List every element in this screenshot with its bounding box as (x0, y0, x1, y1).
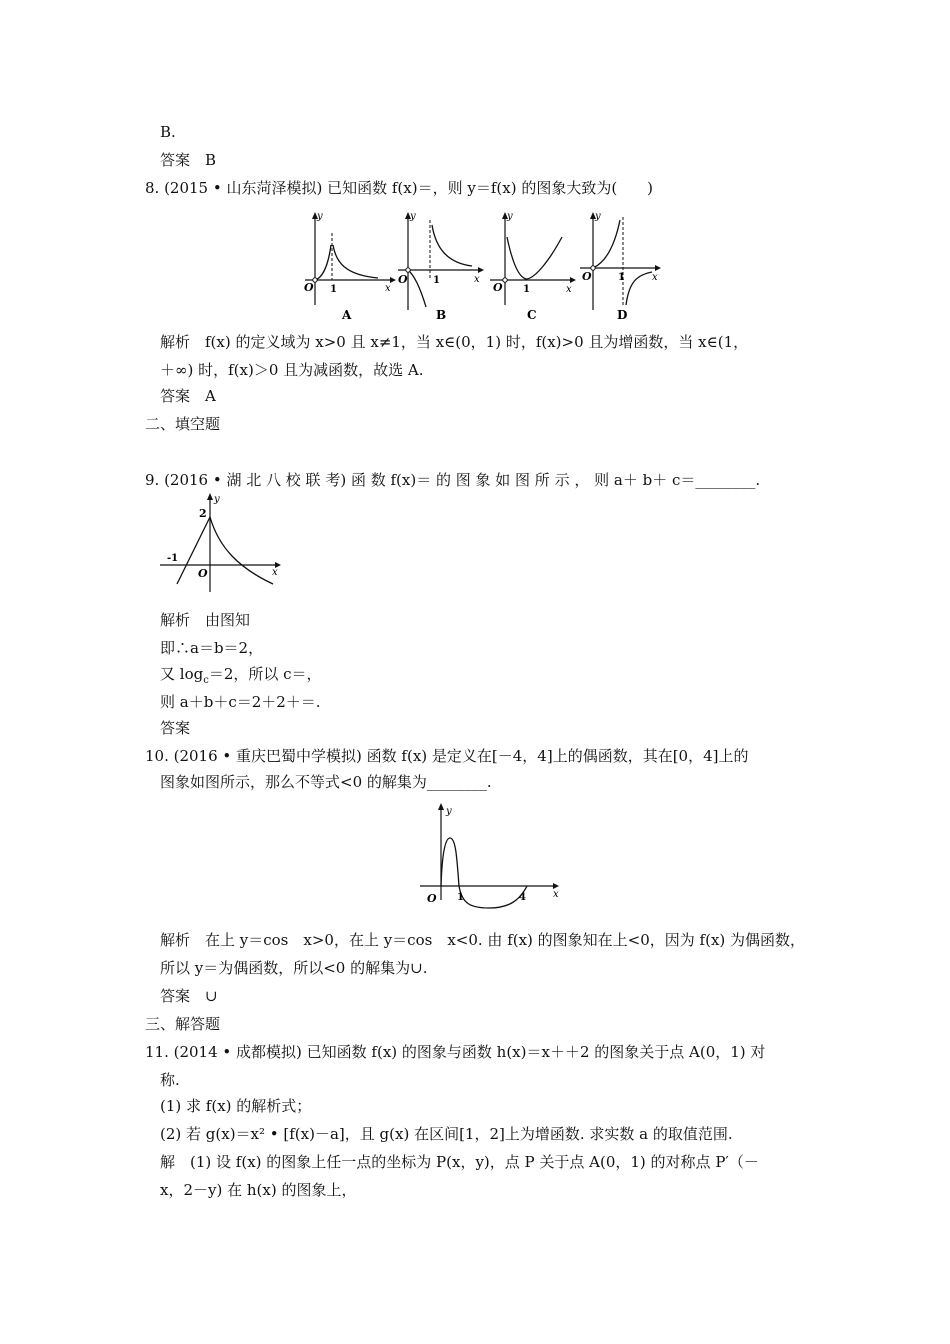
graph-d (580, 211, 661, 322)
solution-line: 解 (1) 设 f(x) 的图象上任一点的坐标为 P(x，y)，点 P 关于点 A(0，1) 的对称点 P′（－ (160, 1153, 759, 1171)
tick-label-1: 1 (457, 892, 464, 903)
graph-b (398, 211, 484, 322)
sub-question: (1) 求 f(x) 的解析式； (160, 1097, 312, 1115)
answer-line: 答案 (160, 719, 191, 737)
tick-label: 1 (433, 275, 440, 286)
origin-label: O (493, 281, 503, 294)
x-axis-label: x (652, 272, 658, 283)
x-axis-label: x (566, 284, 572, 295)
solution-line: x，2－y) 在 h(x) 的图象上， (160, 1181, 357, 1199)
question-8: 8. (2015 • 山东菏泽模拟) 已知函数 f(x)＝，则 y＝f(x) 的图象大致为( ) (145, 179, 654, 197)
tick-label: 1 (618, 272, 625, 283)
origin-label: O (427, 892, 437, 905)
analysis-line: 解析 在上 y＝cos x>0，在上 y＝cos x<0. 由 f(x) 的图象知在上<0，因为 f(x) 为偶函数， (160, 931, 806, 949)
y-axis-label: y (317, 211, 323, 222)
section-heading: 三、解答题 (145, 1015, 221, 1033)
analysis-line (160, 664, 322, 691)
log-suffix: ＝2，所以 c＝， (208, 665, 322, 683)
x-axis-label: x (385, 283, 391, 294)
origin-label: O (304, 281, 314, 294)
tick-label-4: 4 (519, 892, 526, 903)
question-11: 11. (2014 • 成都模拟) 已知函数 f(x) 的图象与函数 h(x)＝x＋＋2 的图象关于点 A(0，1) 对 (145, 1043, 766, 1061)
q8-graph-figure (290, 205, 670, 325)
analysis-line: 解析 f(x) 的定义域为 x>0 且 x≠1，当 x∈(0，1) 时，f(x)>0 且为增函数，当 x∈(1， (160, 333, 749, 351)
answer-line: 答案 A (160, 387, 216, 405)
x-axis-label: x (474, 274, 480, 285)
graph-caption: C (527, 308, 537, 322)
analysis-line: 所以 y＝为偶函数，所以<0 的解集为∪. (160, 959, 428, 977)
tick-label: 1 (330, 284, 337, 295)
analysis-line: 解析 由图知 (160, 611, 251, 629)
y-axis-label: y (507, 211, 513, 222)
graph-caption: B (436, 308, 447, 322)
y-axis-label: y (446, 806, 452, 817)
x-tick-label: -1 (167, 553, 179, 564)
question-10-continued: 图象如图所示，那么不等式<0 的解集为________. (160, 773, 492, 791)
q10-graph-figure (415, 800, 565, 910)
graph-c (490, 211, 576, 322)
graph-caption: A (342, 308, 352, 322)
y-axis-label: y (595, 211, 601, 222)
origin-label: O (582, 270, 592, 283)
text-line: B. (160, 123, 176, 141)
log-prefix: 又 log (160, 665, 204, 683)
graph-a (304, 211, 396, 322)
question-11-continued: 称. (160, 1071, 180, 1089)
origin-label: O (198, 567, 208, 580)
q9-graph-figure (155, 492, 285, 602)
answer-line: 答案 ∪ (160, 987, 218, 1005)
x-axis-label: x (272, 567, 278, 578)
analysis-line: 则 a＋b＋c＝2＋2＋＝. (160, 693, 321, 711)
y-axis-label: y (410, 211, 416, 222)
section-heading: 二、填空题 (145, 415, 221, 433)
y-axis-label: y (214, 494, 220, 505)
x-axis-label: x (553, 889, 559, 900)
graph-caption: D (617, 308, 628, 322)
analysis-line: 即∴a＝b＝2， (160, 639, 264, 657)
question-10: 10. (2016 • 重庆巴蜀中学模拟) 函数 f(x) 是定义在[－4，4]上的偶函数，其在[0，4]上的 (145, 747, 749, 765)
question-9: 9. (2016 • 湖 北 八 校 联 考) 函 数 f(x)＝ 的 图 象 如 图 所 示 ， 则 a＋ b＋ c＝________. (145, 471, 761, 489)
answer-line: 答案 B (160, 151, 217, 169)
sub-question: (2) 若 g(x)＝x² • [f(x)－a]，且 g(x) 在区间[1，2]上为增函数. 求实数 a 的取值范围. (160, 1125, 733, 1143)
log-base: c (203, 675, 209, 686)
tick-label: 1 (523, 284, 530, 295)
analysis-line: ＋∞) 时，f(x)＞0 且为减函数，故选 A. (160, 361, 424, 379)
origin-label: O (398, 273, 408, 286)
y-tick-label: 2 (199, 507, 207, 520)
